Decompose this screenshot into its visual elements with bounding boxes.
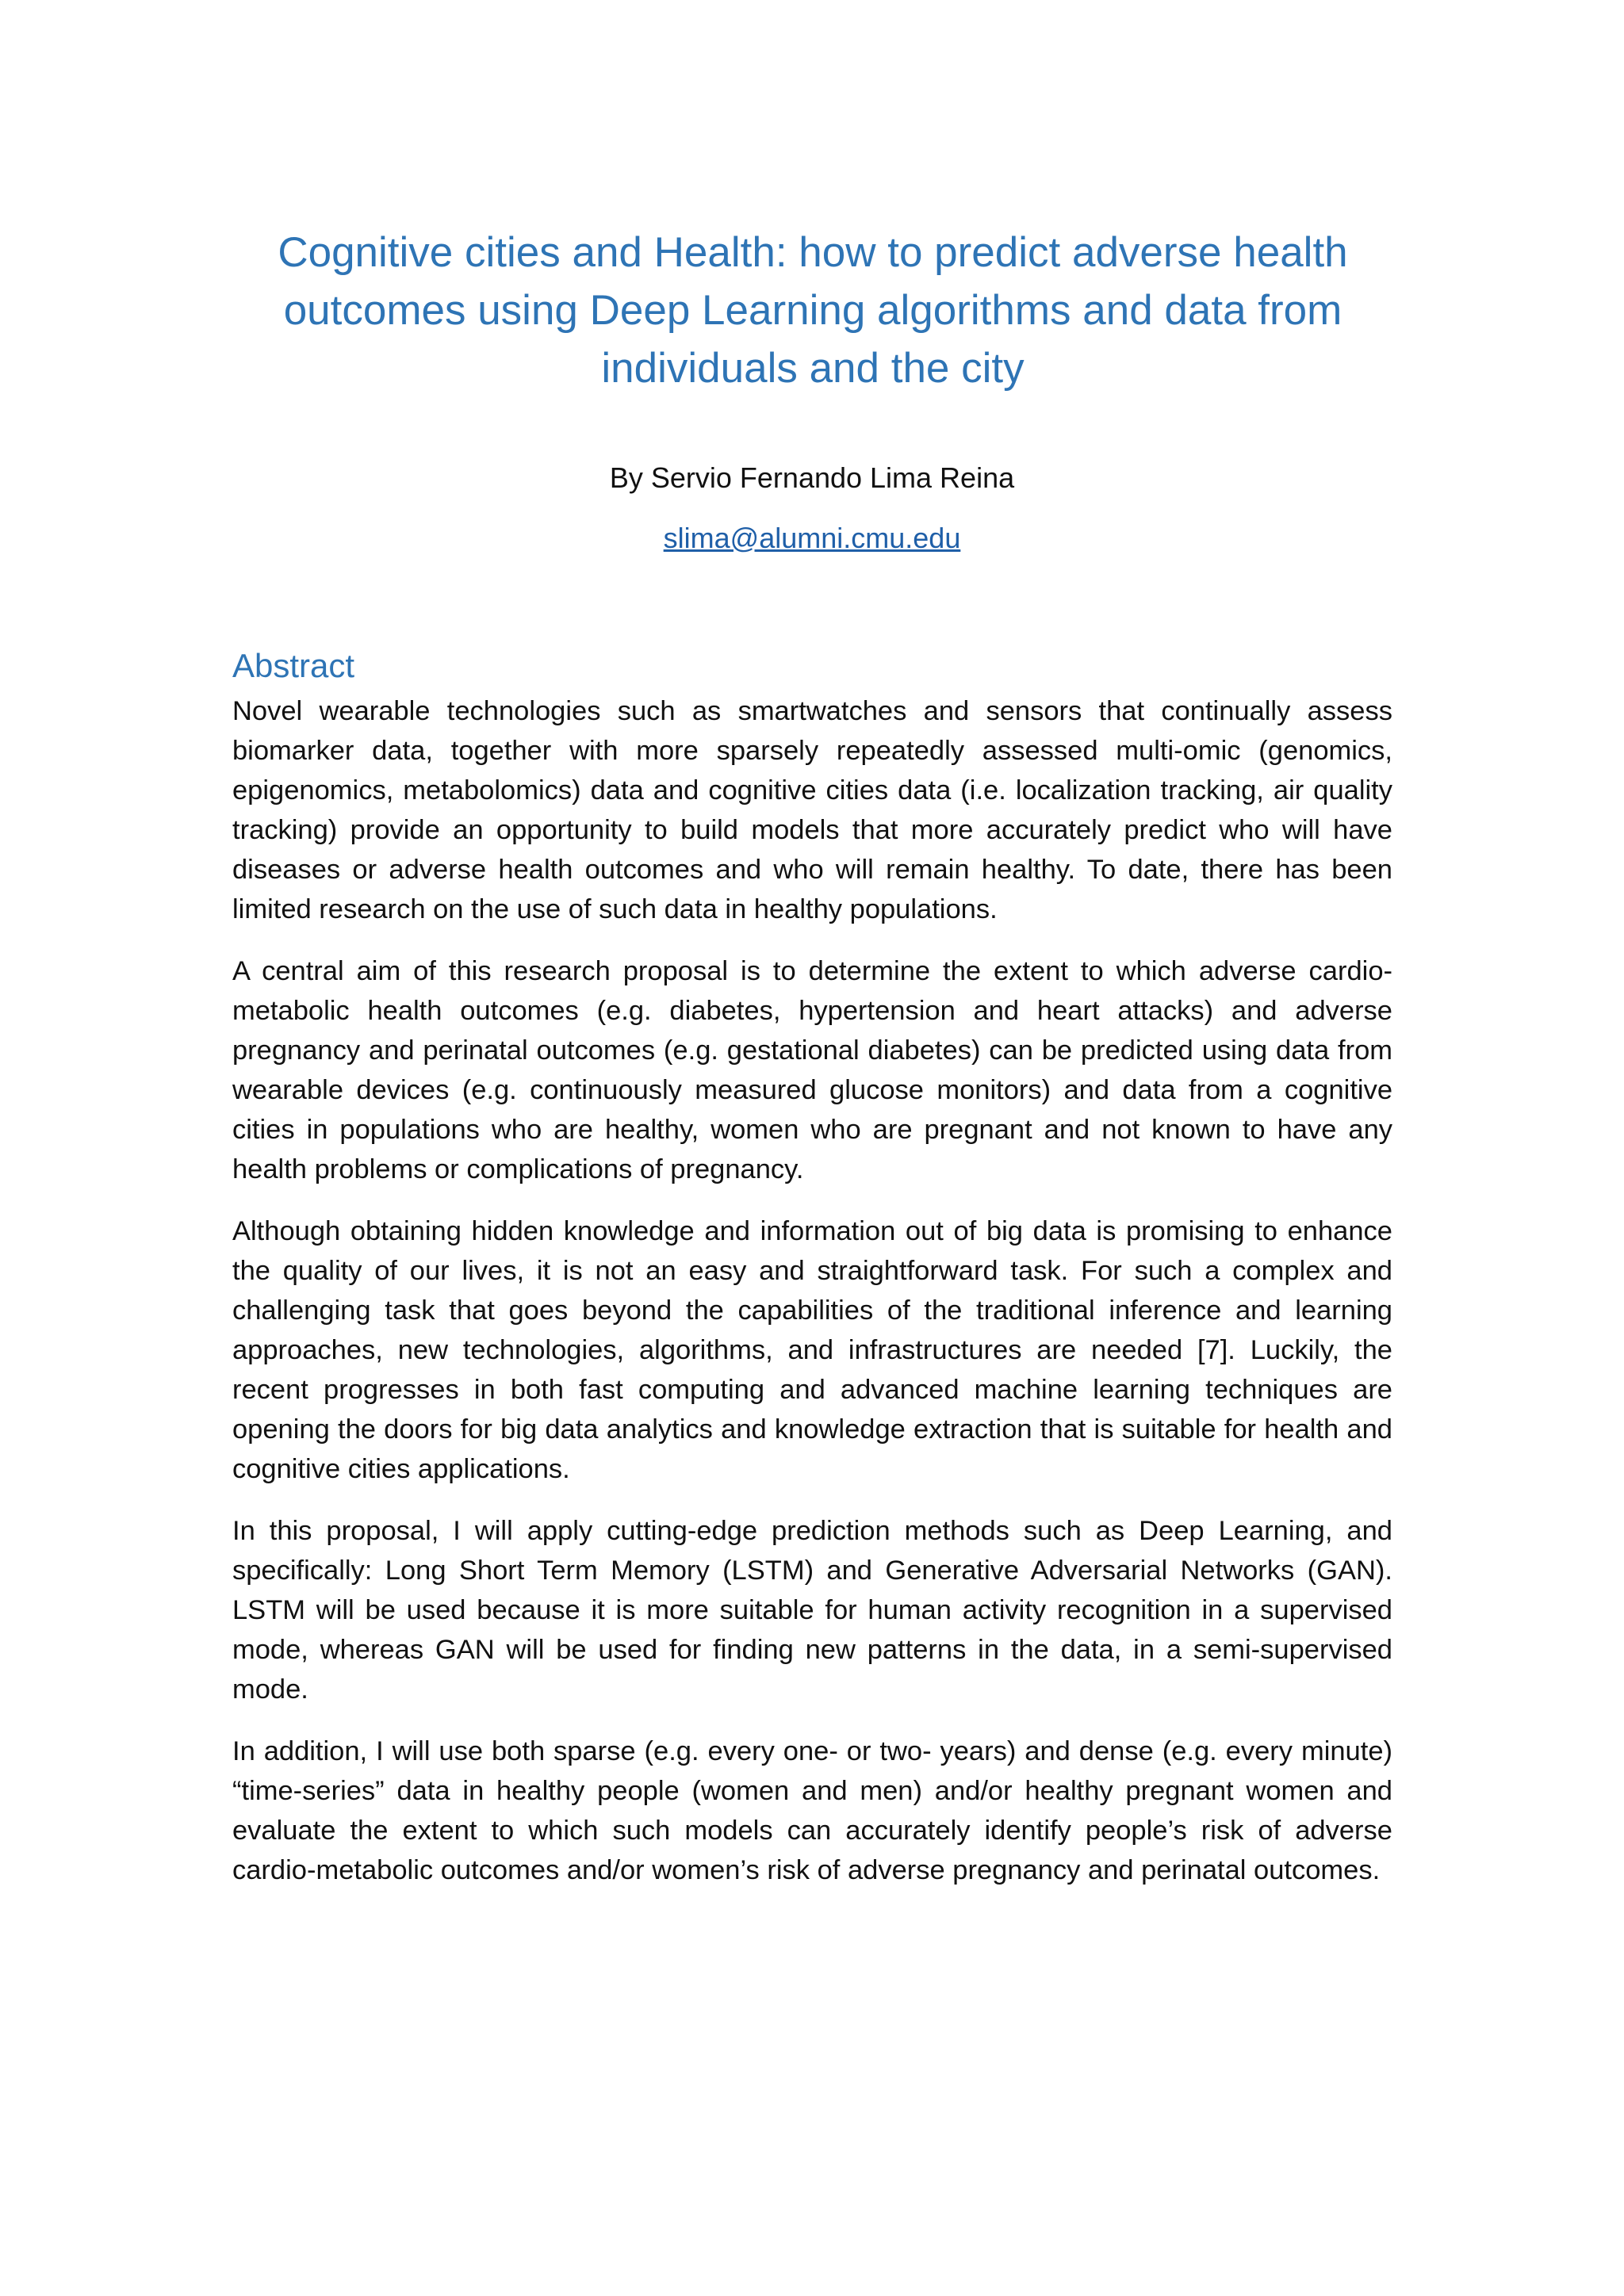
abstract-body	[232, 691, 1392, 1912]
abstract-paragraph-3: Although obtaining hidden knowledge and information out of big data is promising to enhance the quality of our lives, it is not an easy and straightforward task. For such a complex and challenging task that goes beyond the capabilities of the traditional inference and learning approaches, new technologies, algorithms, and infrastructures are needed [7]. Luckily, the recent progresses in both fast computing and advanced machine learning techniques are opening the doors for big data analytics and knowledge extraction that is suitable for health and cognitive cities applications.	[232, 1216, 1392, 1484]
abstract-paragraph-1: Novel wearable technologies such as smartwatches and sensors that continually assess biomarker data, together with more sparsely repeatedly assessed multi-omic (genomics, epigenomics, metabolomics) data and cognitive cities data (i.e. localization tracking, air quality tracking) provide an opportunity to build models that more accurately predict who will have diseases or adverse health outcomes and who will remain healthy. To date, there has been limited research on the use of such data in healthy populations.	[232, 696, 1392, 924]
abstract-paragraph-5: In addition, I will use both sparse (e.g. every one- or two- years) and dense (e.g. every minute) “time-series” data in healthy people (women and men) and/or healthy pregnant women and evaluate the extent to which such models can accurately identify people’s risk of adverse cardio-metabolic outcomes and/or women’s risk of adverse pregnancy and perinatal outcomes.	[232, 1736, 1392, 1885]
abstract-heading: Abstract	[232, 647, 355, 684]
author-email	[0, 519, 1624, 557]
author-line: By Servio Fernando Lima Reina	[609, 461, 1015, 494]
abstract-paragraph-4: In this proposal, I will apply cutting-edge prediction methods such as Deep Learning, and specifically: Long Short Term Memory (LSTM) and Generative Adversarial Networks (GAN). LSTM will be used because it is more suitable for human activity recognition in a supervised mode, whereas GAN will be used for finding new patterns in the data, in a semi-supervised mode.	[232, 1516, 1392, 1705]
document-title: Cognitive cities and Health: how to predict adverse health outcomes using Deep Learning algorithms and data from individuals and the city	[278, 229, 1348, 392]
abstract-paragraph-2: A central aim of this research proposal is to determine the extent to which adverse cardio-metabolic health outcomes (e.g. diabetes, hypertension and heart attacks) and adverse pregnancy and perinatal outcomes (e.g. gestational diabetes) can be predicted using data from wearable devices (e.g. continuously measured glucose monitors) and data from a cognitive cities in populations who are healthy, women who are pregnant and not known to have any health problems or complications of pregnancy.	[232, 956, 1392, 1184]
email-link[interactable]: slima@alumni.cmu.edu	[663, 522, 961, 554]
